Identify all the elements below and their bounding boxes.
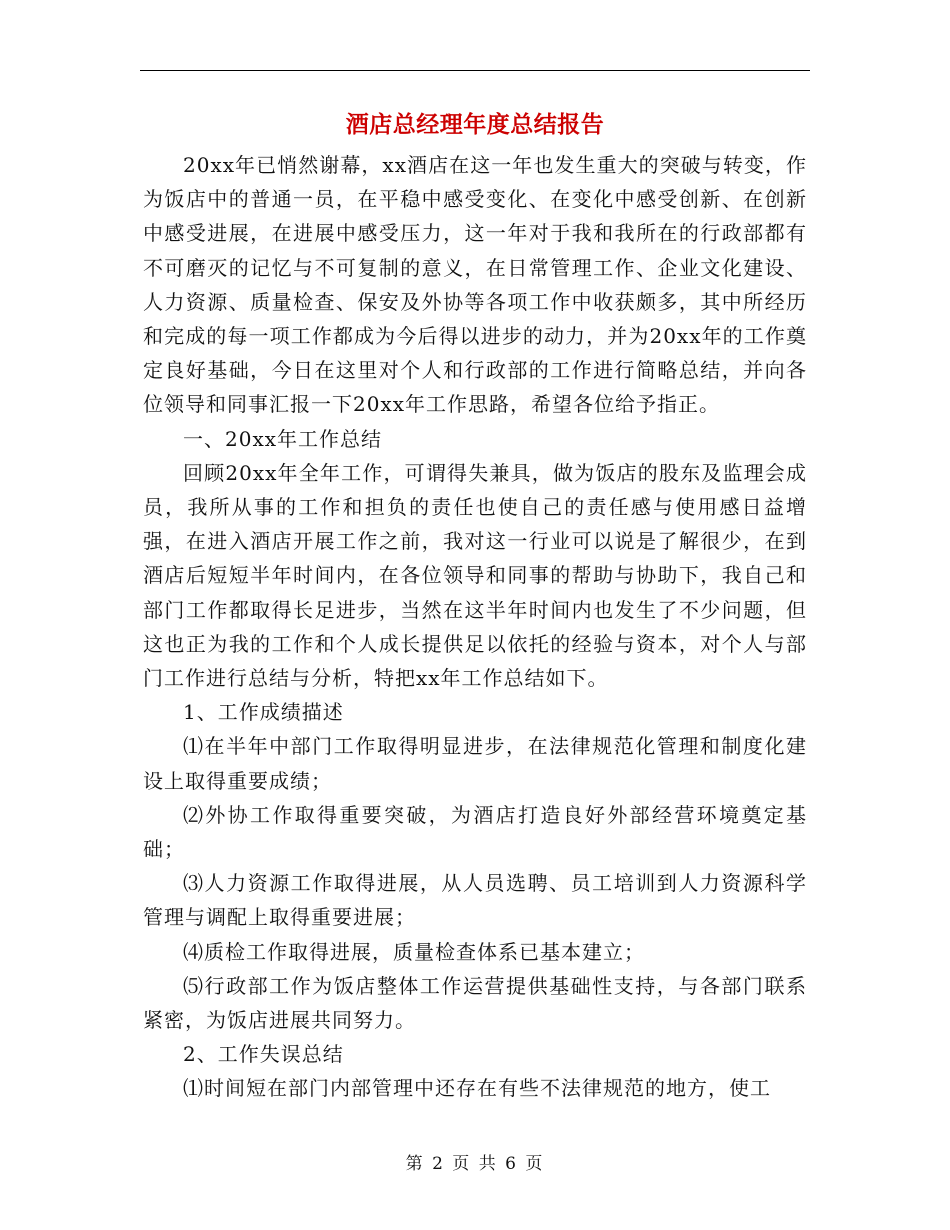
page-number-footer: 第 2 页 共 6 页 xyxy=(405,1154,545,1174)
header-rule xyxy=(140,70,810,71)
section-heading: 一、20xx年工作总结 xyxy=(183,426,383,451)
intro-paragraph: 20xx年已悄然谢幕，xx酒店在这一年也发生重大的突破与转变，作为饭店中的普通一员，在平稳中感受变化、在变化中感受创新、在创新中感受进展，在进展中感受压力，这一年对于我和我所在的行政部都有不可磨灭的记忆与不可复制的意义，在日常管理工作、企业文化建设、人力资源、质量检查、保安及外协等各项工作中收获颇多，其中所经历和完成的每一项工作都成为今后得以进步的动力，并为20xx年的工作奠定良好基础，今日在这里对个人和行政部的工作进行简略总结，并向各位领导和同事汇报一下20xx年工作思路，希望各位给予指正。 xyxy=(143,153,807,417)
review-paragraph: 回顾20xx年全年工作，可谓得失兼具，做为饭店的股东及监理会成员，我所从事的工作和担负的责任也使自己的责任感与使用感日益增强，在进入酒店开展工作之前，我对这一行业可以说是了解很少，在到酒店后短短半年时间内，在各位领导和同事的帮助与协助下，我自己和部门工作都取得长足进步，当然在这半年时间内也发生了不少问题，但这也正为我的工作和个人成长提供足以依托的经验与资本，对个人与部门工作进行总结与分析，特把xx年工作总结如下。 xyxy=(143,460,807,691)
list-item: ⑵外协工作取得重要突破，为酒店打造良好外部经营环境奠定基础； xyxy=(143,802,807,862)
list-item: ⑷质检工作取得进展，质量检查体系已基本建立； xyxy=(183,939,645,964)
list-item: ⑴在半年中部门工作取得明显进步，在法律规范化管理和制度化建设上取得重要成绩； xyxy=(143,734,807,793)
document-body xyxy=(143,148,807,1106)
document-title: 酒店总经理年度总结报告 xyxy=(345,111,605,138)
list-item: ⑶人力资源工作取得进展，从人员选聘、员工培训到人力资源科学管理与调配上取得重要进展； xyxy=(143,871,807,930)
subsection-heading: 1、工作成绩描述 xyxy=(183,700,344,725)
subsection-heading: 2、工作失误总结 xyxy=(183,1042,344,1067)
list-item: ⑴时间短在部门内部管理中还存在有些不法律规范的地方，使工 xyxy=(183,1076,771,1101)
list-item: ⑸行政部工作为饭店整体工作运营提供基础性支持，与各部门联系紧密，为饭店进展共同努力。 xyxy=(143,973,807,1033)
